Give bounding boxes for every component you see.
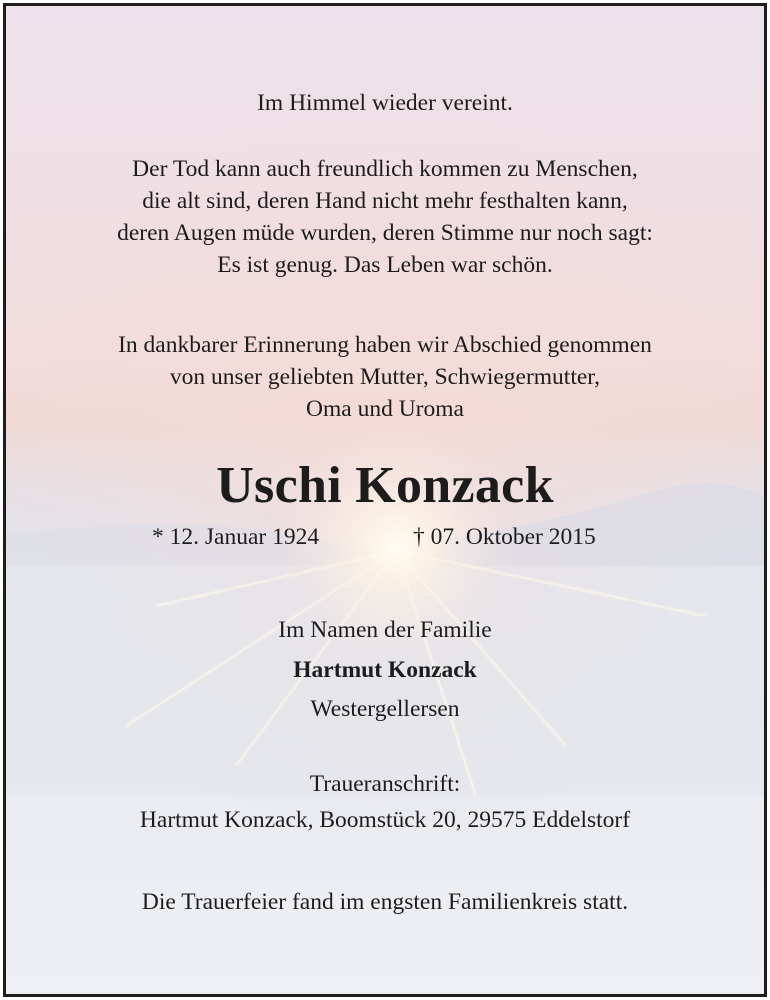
poem-line-1: Der Tod kann auch freundlich kommen zu Menschen,	[132, 156, 638, 182]
poem-line-2: die alt sind, deren Hand nicht mehr festhalten kann,	[142, 188, 628, 214]
birth-date: * 12. Januar 1924	[152, 524, 320, 550]
intro-line-2: von unser geliebten Mutter, Schwiegermutter,	[169, 364, 601, 390]
poem-line-4: Es ist genug. Das Leben war schön.	[217, 252, 553, 278]
death-date: † 07. Oktober 2015	[413, 524, 596, 550]
deceased-name: Uschi Konzack	[216, 457, 554, 514]
family-name: Hartmut Konzack	[293, 657, 477, 683]
closing-note: Die Trauerfeier fand im engsten Familienkreis statt.	[141, 889, 629, 915]
intro-line-1: In dankbarer Erinnerung haben wir Abschied genommen	[118, 332, 652, 358]
family-label: Im Namen der Familie	[278, 617, 492, 643]
address-line: Hartmut Konzack, Boomstück 20, 29575 Eddelstorf	[139, 807, 631, 833]
address-label: Traueranschrift:	[309, 771, 461, 797]
intro-line-3: Oma und Uroma	[306, 396, 464, 422]
family-place: Westergellersen	[310, 696, 460, 722]
poem-line-3: deren Augen müde wurden, deren Stimme nur noch sagt:	[117, 220, 653, 246]
motto: Im Himmel wieder vereint.	[257, 90, 513, 116]
obituary-notice	[3, 3, 767, 997]
